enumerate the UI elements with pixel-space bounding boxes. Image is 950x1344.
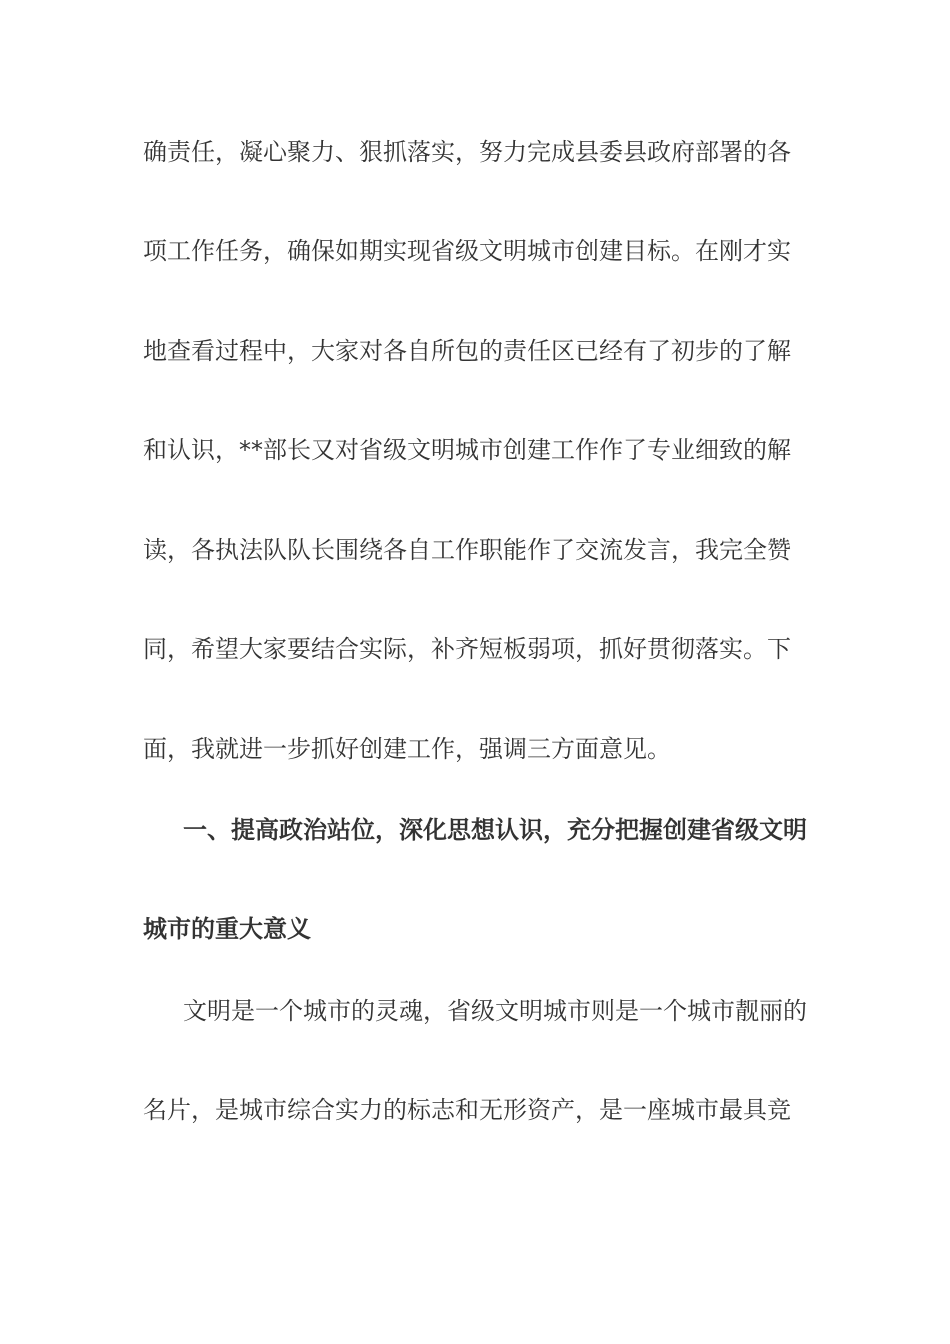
paragraph-line: 地查看过程中，大家对各自所包的责任区已经有了初步的了解 — [143, 337, 791, 365]
paragraph-line: 文明是一个城市的灵魂，省级文明城市则是一个城市靓丽的 — [183, 997, 807, 1025]
section-heading-line: 一、提高政治站位，深化思想认识，充分把握创建省级文明 — [183, 816, 807, 844]
paragraph-line: 项工作任务，确保如期实现省级文明城市创建目标。在刚才实 — [143, 237, 791, 265]
paragraph-line: 读，各执法队队长围绕各自工作职能作了交流发言，我完全赞 — [143, 536, 791, 564]
paragraph-line: 面，我就进一步抓好创建工作，强调三方面意见。 — [143, 735, 671, 763]
paragraph-line: 同，希望大家要结合实际，补齐短板弱项，抓好贯彻落实。下 — [143, 635, 791, 663]
section-heading-line: 城市的重大意义 — [143, 915, 311, 943]
paragraph-line: 和认识，**部长又对省级文明城市创建工作作了专业细致的解 — [143, 436, 791, 464]
paragraph-line: 确责任，凝心聚力、狠抓落实，努力完成县委县政府部署的各 — [143, 138, 791, 166]
paragraph-line: 名片，是城市综合实力的标志和无形资产，是一座城市最具竞 — [143, 1096, 791, 1124]
